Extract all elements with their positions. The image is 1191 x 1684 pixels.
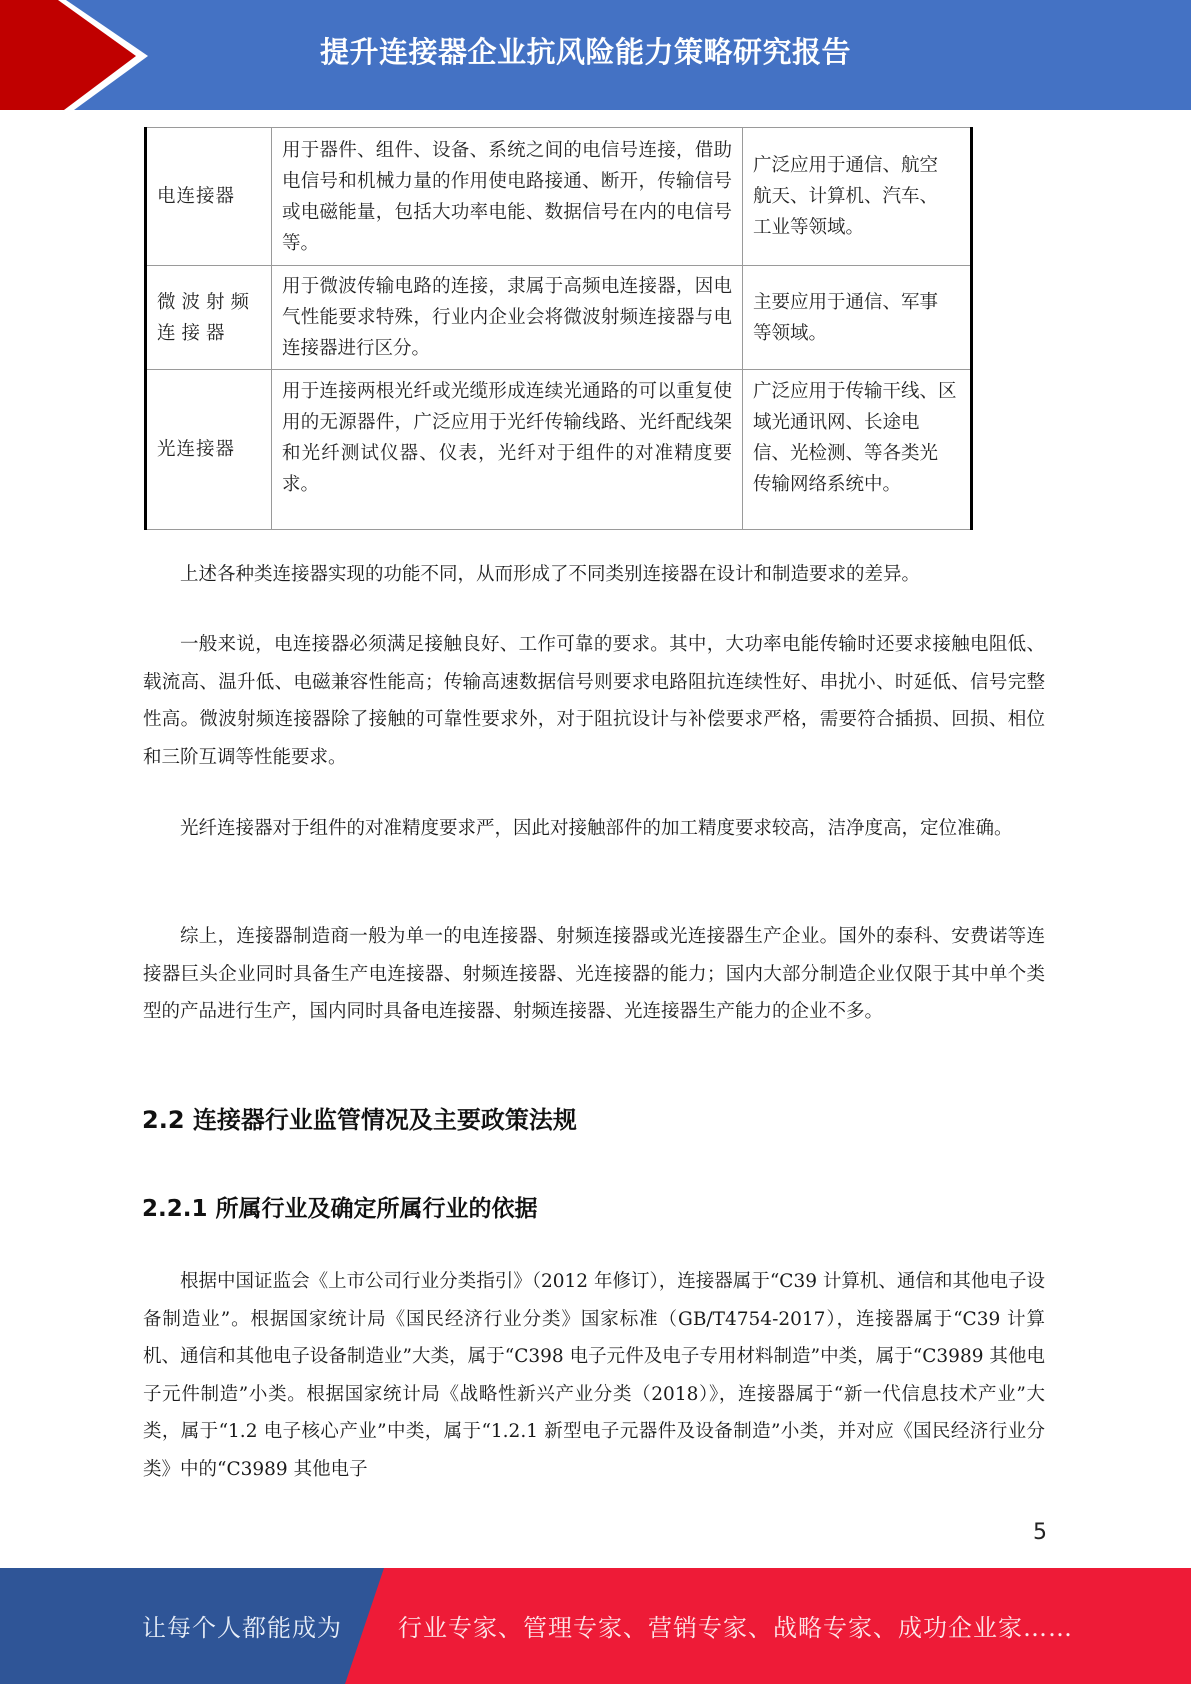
connector-types-table	[144, 127, 973, 530]
page-footer	[0, 1568, 1191, 1684]
paragraph: 上述各种类连接器实现的功能不同，从而形成了不同类别连接器在设计和制造要求的差异。	[180, 564, 921, 585]
connector-type-cell: 微波射频连接器	[146, 266, 272, 370]
table-row	[146, 266, 972, 370]
footer-slogan-right: 行业专家、管理专家、营销专家、战略专家、成功企业家……	[398, 1614, 1073, 1642]
report-title: 提升连接器企业抗风险能力策略研究报告	[320, 35, 852, 69]
red-arrow-icon	[0, 0, 160, 110]
subsection-heading: 2.2.1 所属行业及确定所属行业的依据	[142, 1196, 538, 1222]
application-cell: 广泛应用于通信、航空 航天、计算机、汽车、 工业等领域。	[743, 128, 972, 266]
table-row	[146, 128, 972, 266]
paragraph: 根据中国证监会《上市公司行业分类指引》（2012 年修订），连接器属于“C39 计算机、通信和其他电子设备制造业”。根据国家统计局《国民经济行业分类》国家标准（GB/T4754-2017），连接器属于“C39 计算机、通信和其他电子设备制造业”大类，属于“C398 电子元件及电子专用材料制造”中类，属于“C3989 其他电子元件制造”小类。根据国家统计局《战略性新兴产业分类（2018）》，连接器属于“新一代信息技术产业”大类，属于“1.2 电子核心产业”中类，属于“1.2.1 新型电子元器件及设备制造”小类，并对应《国民经济行业分类》中的“C3989 其他电子	[143, 1271, 1045, 1480]
table-row	[146, 370, 972, 530]
description-cell: 用于连接两根光纤或光缆形成连续光通路的可以重复使用的无源器件，广泛应用于光纤传输线路、光纤配线架和光纤测试仪器、仪表，光纤对于组件的对准精度要求。	[272, 370, 743, 530]
application-cell: 主要应用于通信、军事 等领域。	[743, 266, 972, 370]
connector-type-cell: 电连接器	[146, 128, 272, 266]
connector-type-cell: 光连接器	[146, 370, 272, 530]
paragraph: 一般来说，电连接器必须满足接触良好、工作可靠的要求。其中，大功率电能传输时还要求接触电阻低、载流高、温升低、电磁兼容性能高；传输高速数据信号则要求电路阻抗连续性好、串扰小、时延低、信号完整性高。微波射频连接器除了接触的可靠性要求外，对于阻抗设计与补偿要求严格，需要符合插损、回损、相位和三阶互调等性能要求。	[143, 634, 1045, 768]
description-cell: 用于微波传输电路的连接，隶属于高频电连接器，因电气性能要求特殊，行业内企业会将微波射频连接器与电连接器进行区分。	[272, 266, 743, 370]
paragraph: 光纤连接器对于组件的对准精度要求严，因此对接触部件的加工精度要求较高，洁净度高，定位准确。	[180, 818, 1013, 839]
section-heading: 2.2 连接器行业监管情况及主要政策法规	[142, 1106, 577, 1134]
application-cell: 广泛应用于传输干线、区域光通讯网、长途电 信、光检测、等各类光 传输网络系统中。	[743, 370, 972, 530]
paragraph: 综上，连接器制造商一般为单一的电连接器、射频连接器或光连接器生产企业。国外的泰科、安费诺等连接器巨头企业同时具备生产电连接器、射频连接器、光连接器的能力；国内大部分制造企业仅限于其中单个类型的产品进行生产，国内同时具备电连接器、射频连接器、光连接器生产能力的企业不多。	[143, 926, 1045, 1022]
page-number: 5	[1033, 1520, 1047, 1545]
footer-slogan-left: 让每个人都能成为	[142, 1614, 342, 1642]
page-header	[0, 0, 1191, 110]
description-cell: 用于器件、组件、设备、系统之间的电信号连接，借助电信号和机械力量的作用使电路接通、断开，传输信号或电磁能量，包括大功率电能、数据信号在内的电信号等。	[272, 128, 743, 266]
